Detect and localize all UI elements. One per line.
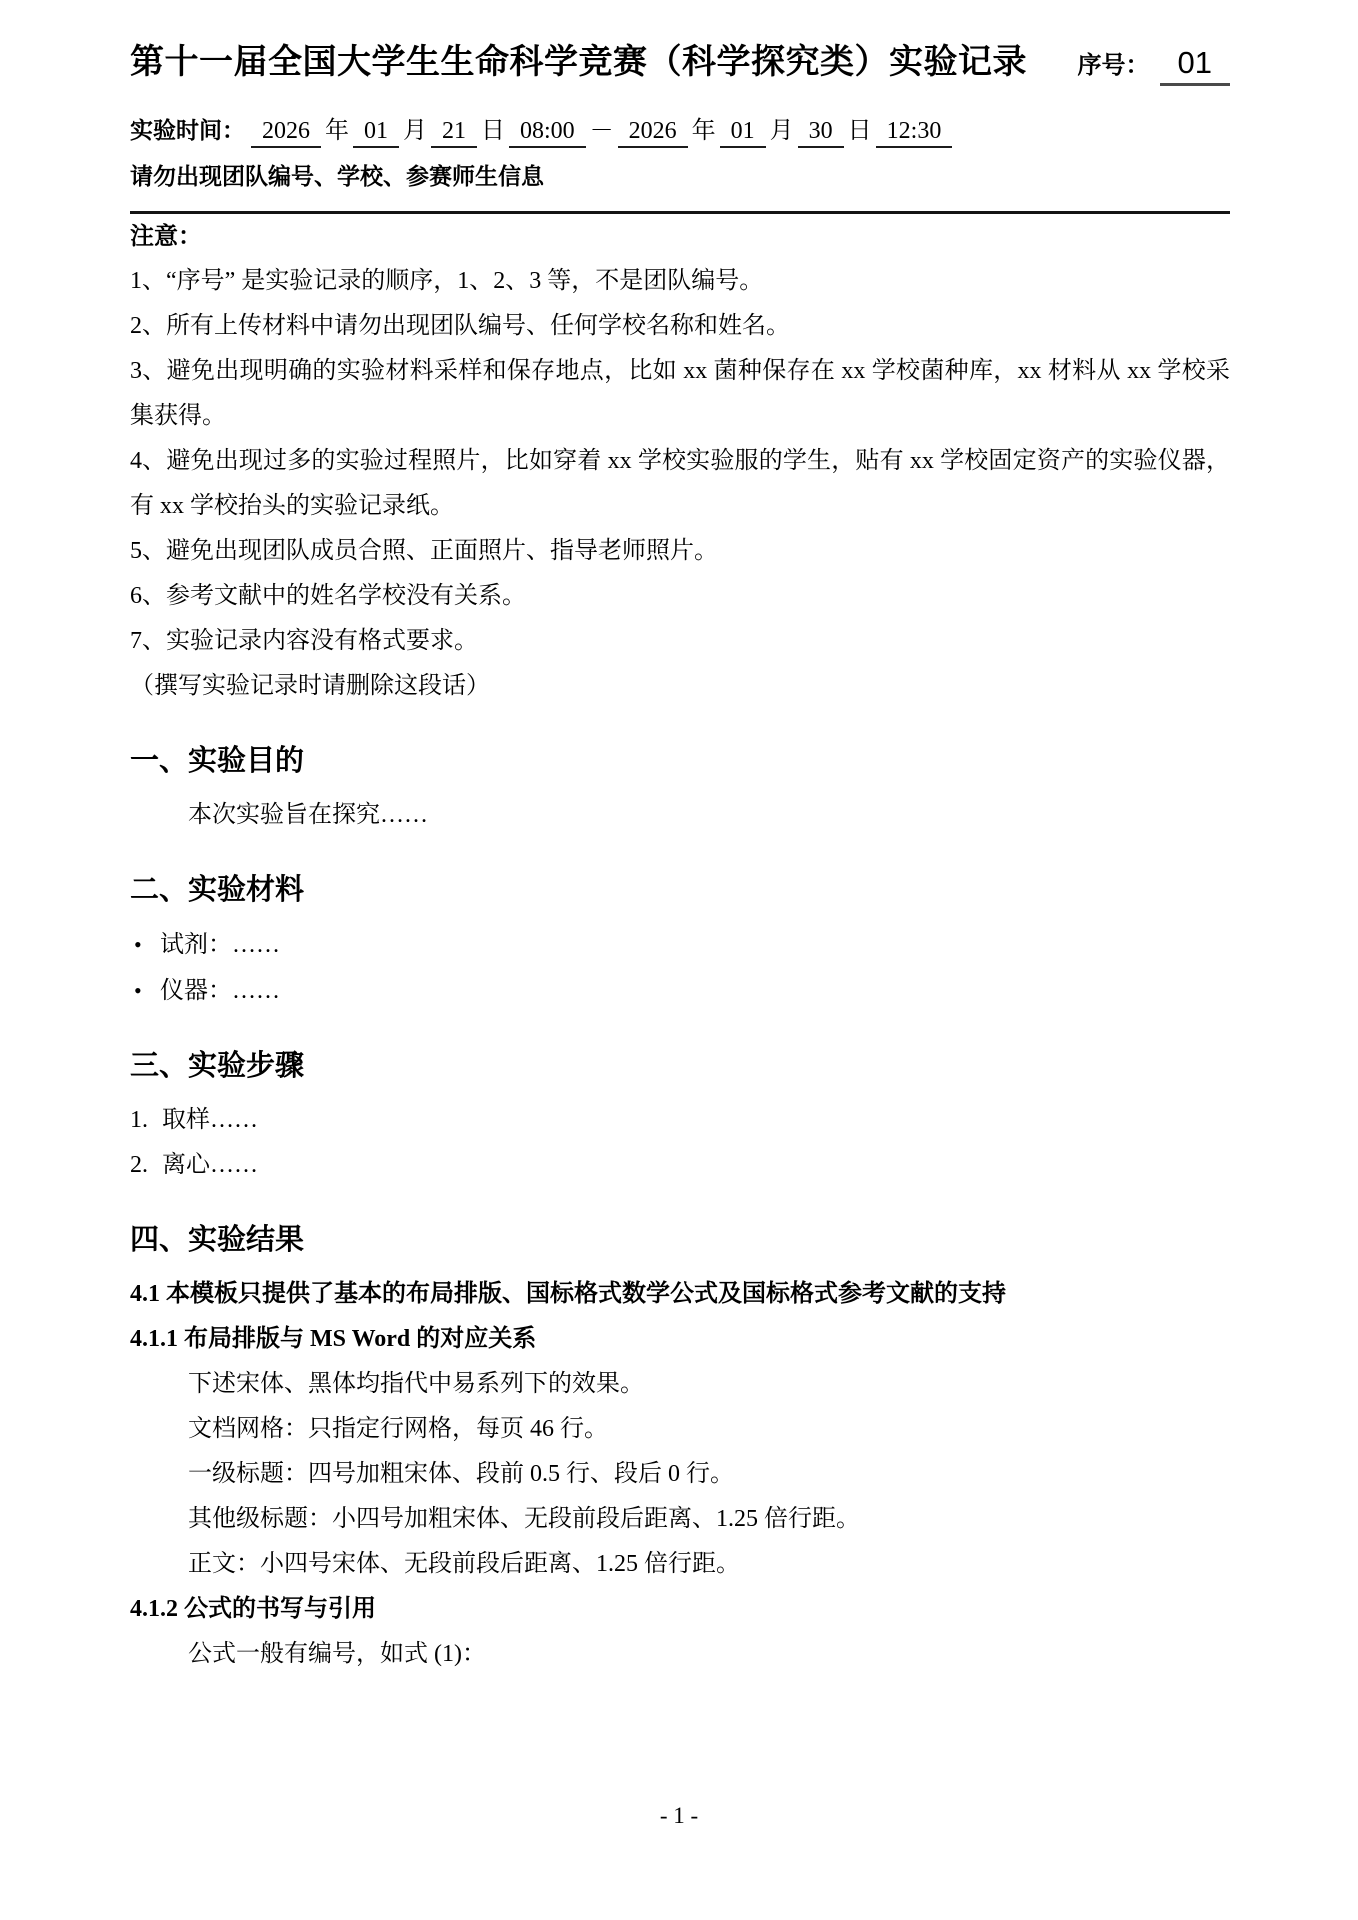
time-blank-value: 21: [431, 118, 477, 148]
heading-experiment-purpose: 一、实验目的: [130, 745, 305, 777]
section-text: 试剂：……: [160, 932, 280, 958]
document-body: [130, 741, 1230, 1677]
bullet-icon: •: [134, 932, 142, 957]
time-unit-label: 日: [847, 118, 872, 144]
notice-item: 4、避免出现过多的实验过程照片，比如穿着 xx 学校实验服的学生，贴有 xx 学校固定资产的实验仪器，有 xx 学校抬头的实验记录纸。: [130, 448, 1230, 519]
notice-label: 注意：: [130, 223, 202, 250]
time-unit-label: 年: [325, 118, 349, 144]
time-unit-label: 日: [481, 118, 505, 144]
warning-note: 请勿出现团队编号、学校、参赛师生信息: [130, 163, 544, 189]
step-number: 1.: [130, 1107, 148, 1133]
step-centrifugation: [130, 1143, 1230, 1188]
notice-item: 1、“序号” 是实验记录的顺序，1、2、3 等，不是团队编号。: [130, 268, 764, 294]
heading-4-1-1: 4.1.1 布局排版与 MS Word 的对应关系: [130, 1326, 537, 1352]
experiment-time-label: 实验时间：: [130, 117, 245, 143]
heading-experiment-steps: 三、实验步骤: [130, 1050, 305, 1082]
notice-list: [130, 259, 1230, 664]
serial-value: 01: [1160, 45, 1230, 86]
paragraph-fonts-note: 下述宋体、黑体均指代中易系列下的效果。: [188, 1371, 644, 1397]
time-unit-label: 月: [769, 118, 794, 144]
notice-item: 6、参考文献中的姓名学校没有关系。: [130, 583, 526, 609]
paragraph-body-style: 正文：小四号宋体、无段前段后距离、1.25 倍行距。: [188, 1551, 740, 1577]
paragraph-document-grid: 文档网格：只指定行网格，每页 46 行。: [188, 1416, 608, 1442]
experiment-time-values: [251, 118, 952, 148]
experiment-time-line: [130, 108, 1230, 154]
document-header: [130, 36, 1230, 88]
bullet-instruments: [130, 968, 1230, 1014]
notice-item: 5、避免出现团队成员合照、正面照片、指导老师照片。: [130, 538, 718, 564]
time-blank-value: 01: [720, 118, 766, 148]
heading-experiment-results: 四、实验结果: [130, 1224, 305, 1256]
time-unit-label: －: [589, 118, 614, 144]
time-blank-value: 12:30: [876, 118, 953, 148]
heading-4-1-2: 4.1.2 公式的书写与引用: [130, 1596, 376, 1622]
serial-label: 序号：: [1077, 52, 1150, 79]
paragraph-level1-heading-style: 一级标题：四号加粗宋体、段前 0.5 行、段后 0 行。: [188, 1461, 734, 1487]
page-number: - 1 -: [659, 1803, 699, 1828]
time-unit-label: 月: [403, 118, 427, 144]
notice-item: 7、实验记录内容没有格式要求。: [130, 628, 478, 654]
time-blank-value: 2026: [251, 118, 321, 148]
time-blank-value: 01: [353, 118, 399, 148]
document-title: 第十一届全国大学生生命科学竞赛（科学探究类）实验记录: [130, 43, 1027, 81]
paragraph-other-heading-style: 其他级标题：小四号加粗宋体、无段前段后距离、1.25 倍行距。: [188, 1506, 860, 1532]
step-sampling: [130, 1098, 1230, 1143]
notice-closing-note: （撰写实验记录时请删除这段话）: [130, 673, 490, 699]
heading-experiment-materials: 二、实验材料: [130, 874, 305, 906]
section-text: 取样……: [162, 1107, 258, 1133]
notice-item: 3、避免出现明确的实验材料采样和保存地点，比如 xx 菌种保存在 xx 学校菌种库，xx 材料从 xx 学校采集获得。: [130, 358, 1230, 429]
bullet-reagents: [130, 922, 1230, 968]
time-blank-value: 2026: [618, 118, 688, 148]
time-blank-value: 30: [798, 118, 844, 148]
bullet-icon: •: [134, 978, 142, 1003]
time-blank-value: 08:00: [509, 118, 586, 148]
section-text: 离心……: [162, 1152, 258, 1178]
notice-item: 2、所有上传材料中请勿出现团队编号、任何学校名称和姓名。: [130, 313, 790, 339]
section-text: 仪器：……: [160, 978, 280, 1004]
paragraph-purpose: 本次实验旨在探究……: [188, 802, 428, 828]
paragraph-formula-note: 公式一般有编号，如式 (1)：: [188, 1641, 486, 1667]
time-unit-label: 年: [691, 118, 716, 144]
heading-4-1: 4.1 本模板只提供了基本的布局排版、国标格式数学公式及国标格式参考文献的支持: [130, 1281, 1006, 1307]
serial-number-field: [1078, 45, 1230, 86]
step-number: 2.: [130, 1152, 148, 1178]
